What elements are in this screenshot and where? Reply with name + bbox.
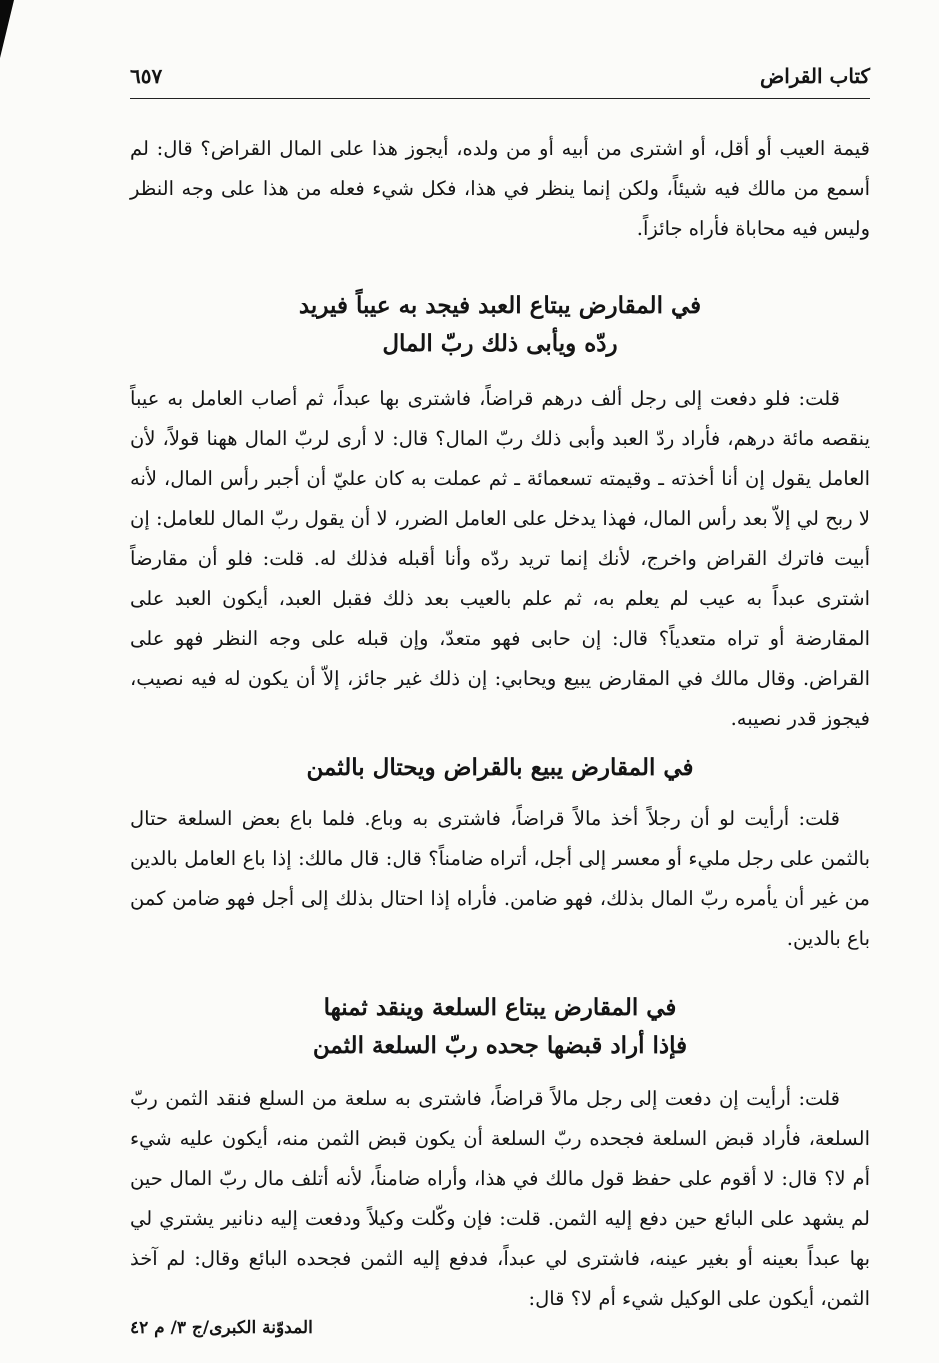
section-heading-3-line-1: في المقارض يبتاع السلعة وينقد ثمنها [323,994,677,1021]
scan-corner-mark [0,0,14,58]
section-heading-2-line-1: في المقارض يبيع بالقراض ويحتال بالثمن [306,754,694,781]
section-heading-2 [130,749,870,787]
section-1-body: قلت: فلو دفعت إلى رجل ألف درهم قراضاً، فاشترى بها عبداً، ثم أصاب العامل به عيباً ينقصه مائة درهم، فأراد ردّ العبد وأبى ذلك ربّ المال؟ قال: لا أرى لربّ المال ههنا قولاً، لأن العامل يقول إن أنا أخذته ـ وقيمته تسعمائة ـ ثم عملت به كان عليّ أن أجبر رأس المال، لأنه لا ربح لي إلاّ بعد رأس المال، فهذا يدخل على العامل الضرر، لا أن يقول ربّ المال للعامل: إن أبيت فاترك القراض واخرج، لأنك إنما تريد ردّه وأنا أقبله فذلك له. قلت: فلو أن مقارضاً اشترى عبداً به عيب لم يعلم به، ثم علم بالعيب بعد ذلك فقبل العبد، أيكون العبد على المقارضة أو تراه متعدياً؟ قال: إن حابى فهو متعدّ، وإن قبله على وجه النظر فهو على القراض. وقال مالك في المقارض يبيع ويحابي: إن ذلك غير جائز، إلاّ أن يكون له فيه نصيب، فيجوز قدر نصيبه. [130,387,870,730]
section-heading-1-line-1: في المقارض يبتاع العبد فيجد به عيباً فيريد [298,292,702,319]
volume-reference: المدوّنة الكبرى/ج ٣/ م ٤٢ [130,1318,313,1338]
section-heading-1-line-2: ردّه ويأبى ذلك ربّ المال [382,330,618,357]
section-2-body: قلت: أرأيت لو أن رجلاً أخذ مالاً قراضاً، فاشترى به وباع. فلما باع بعض السلعة حتال بالثمن على رجل مليء أو معسر إلى أجل، أتراه ضامناً؟ قال: قال مالك: إذا باع العامل بالدين من غير أن يأمره ربّ المال بذلك، فهو ضامن. فأراه إذا احتال بذلك إلى أجل فهو ضامن كمن باع بالدين. [130,807,870,950]
section-heading-3 [130,989,870,1065]
page-number: ٦٥٧ [130,64,163,88]
intro-paragraph: قيمة العيب أو أقل، أو اشترى من أبيه أو من ولده، أيجوز هذا على المال القراض؟ قال: لم أسمع من مالك فيه شيئاً، ولكن إنما ينظر في هذا، فكل شيء فعله من هذا على وجه النظر وليس فيه محاباة فأراه جائزاً. [130,137,870,240]
section-heading-1 [130,287,870,363]
section-heading-3-line-2: فإذا أراد قبضها جحده ربّ السلعة الثمن [312,1032,688,1059]
book-page [130,58,870,1319]
running-header [130,58,870,99]
section-3-body: قلت: أرأيت إن دفعت إلى رجل مالاً قراضاً، فاشترى به سلعة من السلع فنقد الثمن ربّ السلعة، فأراد قبض السلعة فجحده ربّ السلعة أن يكون قبض الثمن منه، أيكون عليه شيء أم لا؟ قال: لا أقوم على حفظ قول مالك في هذا، وأراه ضامناً، لأنه أتلف مال ربّ المال حين لم يشهد على البائع حين دفع إليه الثمن. قلت: فإن وكّلت وكيلاً ودفعت إليه دنانير يشتري لي بها عبداً بعينه أو بغير عينه، فاشترى لي عبداً، فدفع إليه الثمن فجحده البائع وقال: لم آخذ الثمن، أيكون على الوكيل شيء أم لا؟ قال: [130,1087,870,1310]
chapter-title: كتاب القراض [760,64,870,88]
